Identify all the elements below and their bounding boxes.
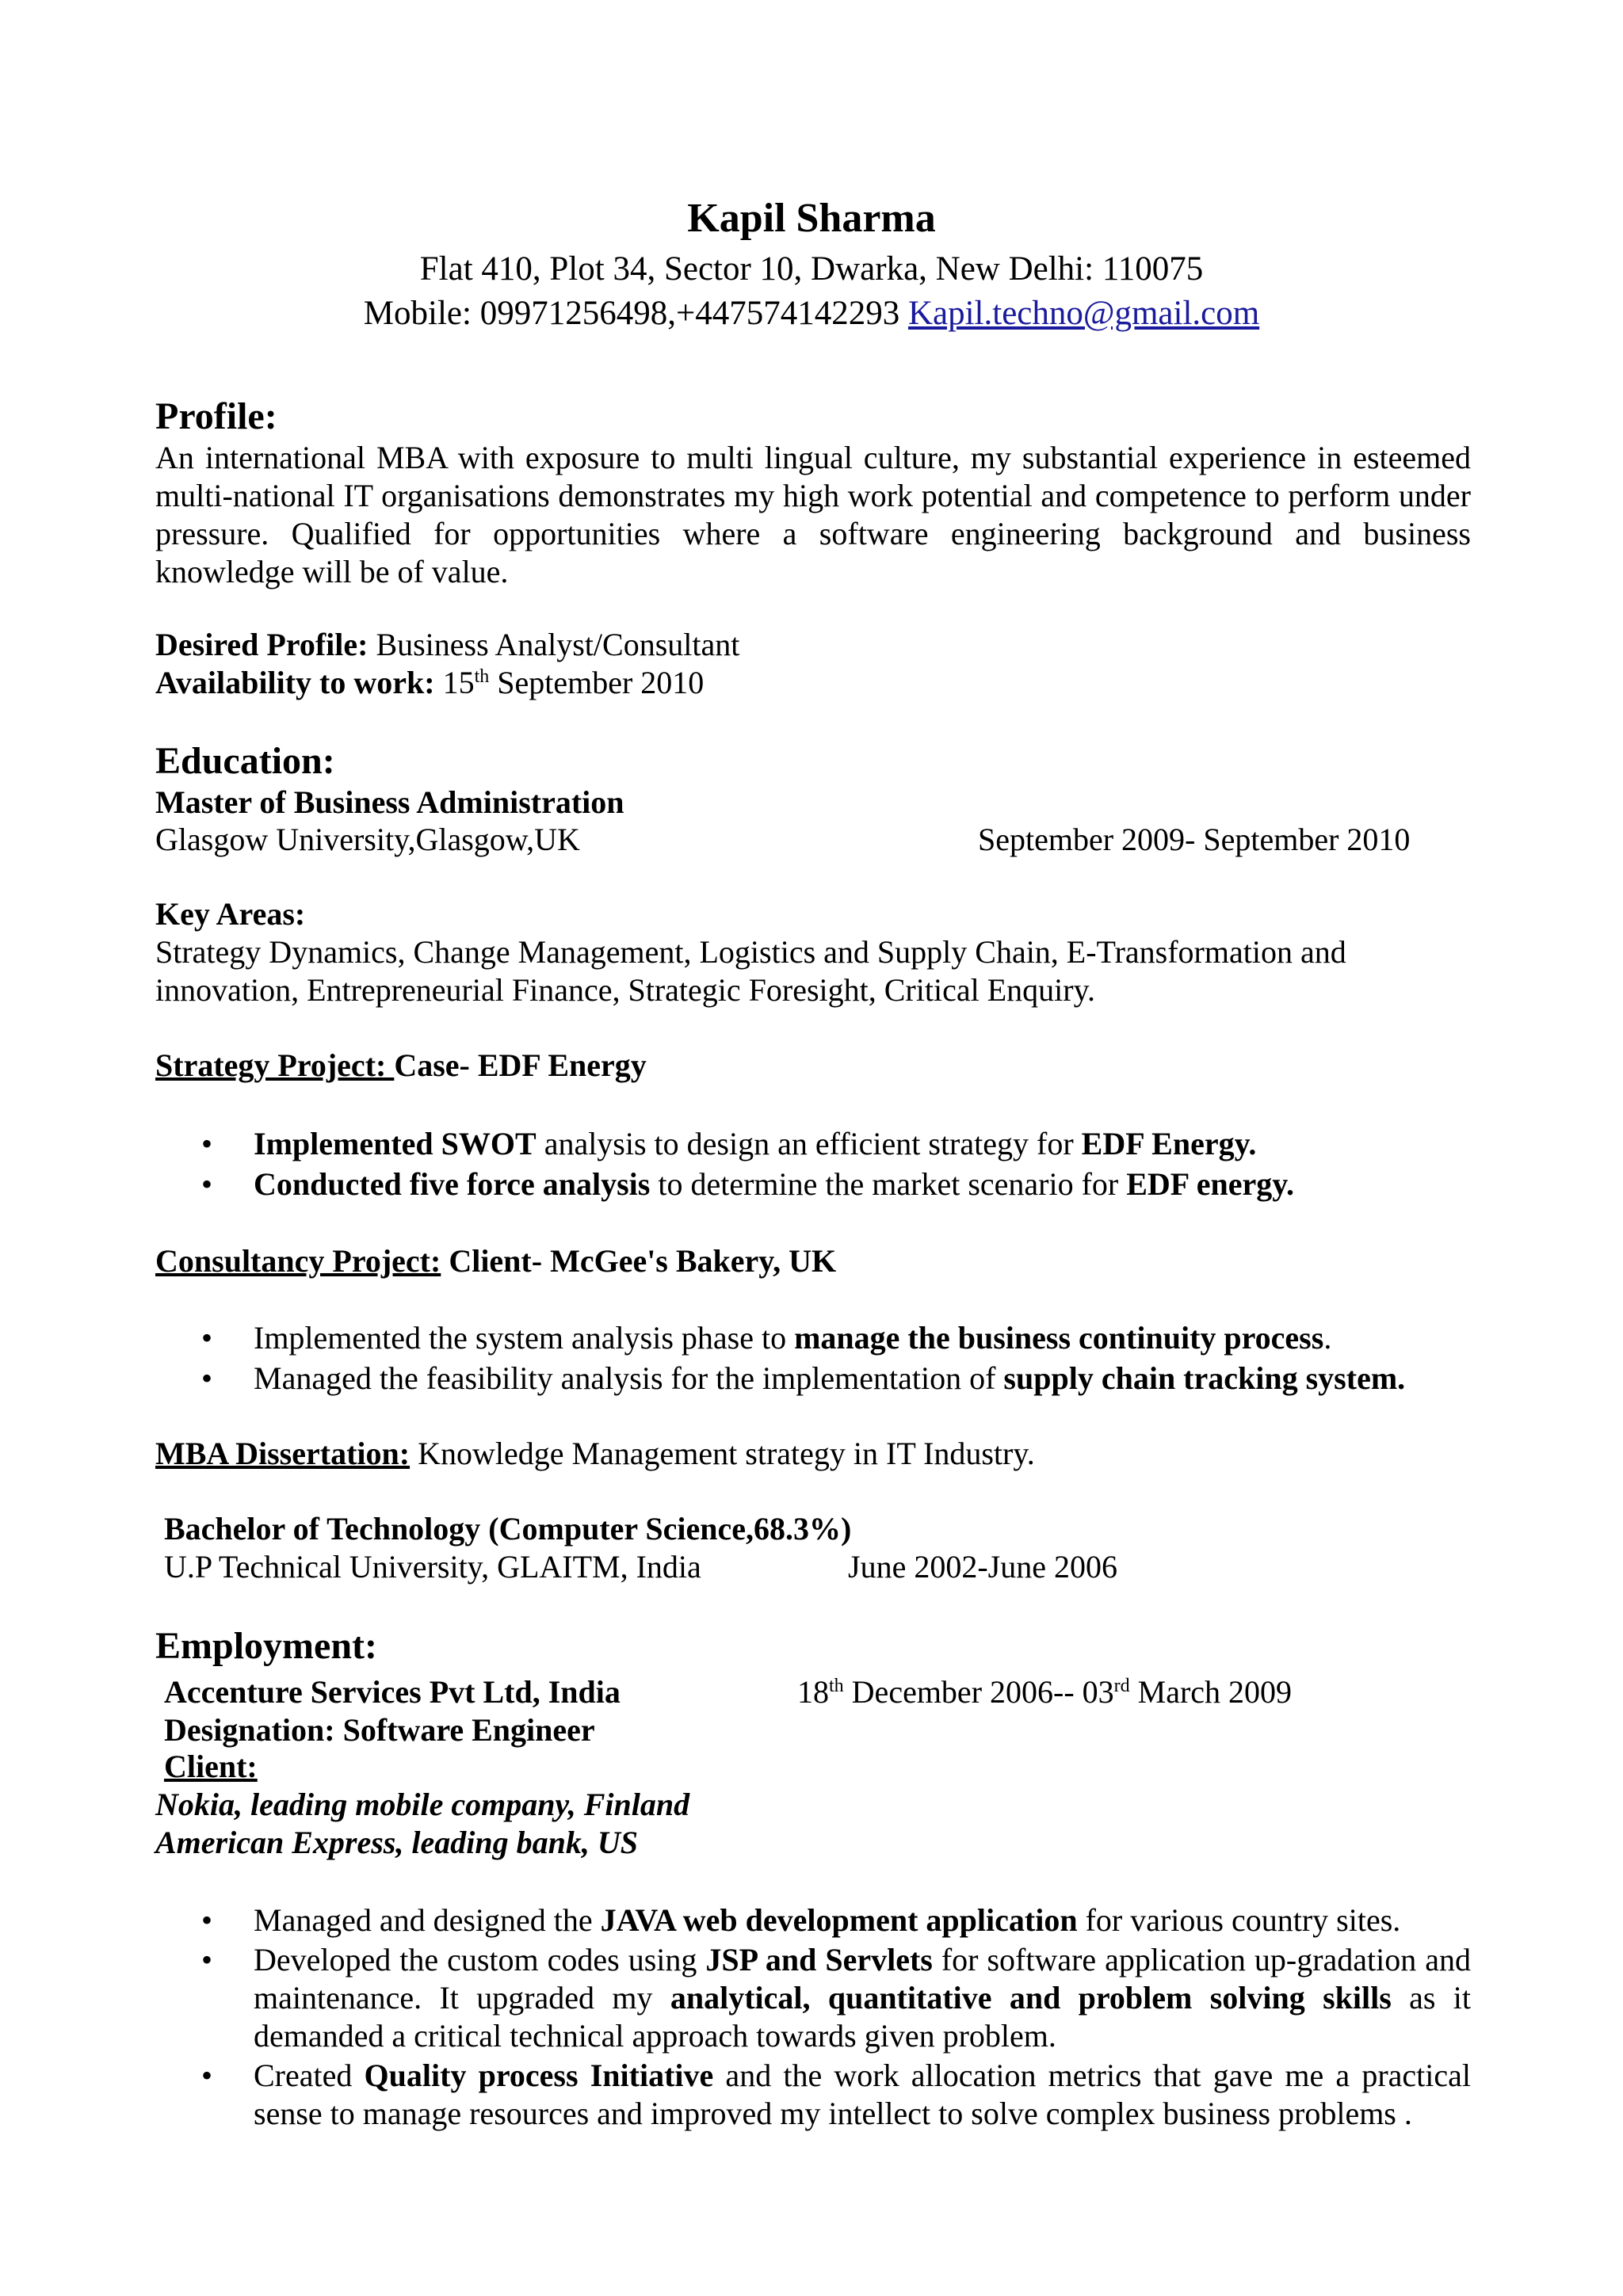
availability-sup: th [474,666,490,687]
list-item: • Implemented SWOT analysis to design an efficient strategy for EDF Energy. [155,1125,1471,1163]
strategy-project-label: Strategy Project: [155,1047,395,1083]
availability-rest: September 2010 [497,665,705,700]
mba-dates: September 2009- September 2010 [978,822,1411,857]
mba-degree: Master of Business Administration [155,784,624,820]
strategy-project-title [155,1047,647,1085]
employment-bullets [155,1901,1471,2134]
list-item: • Implemented the system analysis phase to manage the business continuity process. [155,1319,1471,1357]
list-item: • Created Quality process Initiative and the work allocation metrics that gave me a practical sense to manage resources and improved my intellect to solve complex business problems . [155,2057,1471,2133]
client-nokia: Nokia, leading mobile company, Finland [155,1787,690,1822]
availability-label: Availability to work: [155,665,435,700]
mobile-numbers: Mobile: 09971256498,+447574142293 [363,295,900,332]
dissertation-label: MBA Dissertation: [155,1436,411,1471]
profile-summary: An international MBA with exposure to multi lingual culture, my substantial experience in esteemed multi-national IT organisations demonstrates my high work potential and competence to perform under pressure. Qualified for opportunities where a software engineering background and business knowledge will be of value. [155,440,1471,589]
list-item: • Developed the custom codes using JSP and Servlets for software application up-gradation and maintenance. It upgraded my analytical, quantitative and problem solving skills as it demanded a critical technical approach towards given problem. [155,1941,1471,2055]
list-item: • Managed and designed the JAVA web development application for various country sites. [155,1901,1471,1939]
key-areas-line-1: Strategy Dynamics, Change Management, Logistics and Supply Chain, E-Transformation and [155,934,1346,970]
employment-dates: 18th December 2006-- 03rd March 2009 [797,1674,1293,1710]
btech-degree: Bachelor of Technology (Computer Science,68.3%) [164,1511,852,1547]
strategy-project-bullets [155,1125,1471,1206]
list-item: • Managed the feasibility analysis for the implementation of supply chain tracking system. [155,1360,1471,1398]
candidate-name: Kapil Sharma [687,196,936,241]
client-amex: American Express, leading bank, US [155,1825,638,1860]
btech-dates: June 2002-June 2006 [848,1549,1117,1585]
key-areas-label: Key Areas: [155,896,306,932]
consultancy-project-label: Consultancy Project: [155,1243,441,1279]
address: Flat 410, Plot 34, Sector 10, Dwarka, New Delhi: 110075 [419,250,1204,288]
consultancy-project-client: Client- McGee's Bakery, UK [441,1243,837,1279]
designation: Designation: Software Engineer [164,1712,595,1748]
key-areas-line-2: innovation, Entrepreneurial Finance, Strategic Foresight, Critical Enquiry. [155,972,1095,1008]
desired-profile-value: Business Analyst/Consultant [376,627,740,662]
dissertation-topic: Knowledge Management strategy in IT Industry. [410,1436,1035,1471]
education-heading: Education: [155,740,335,782]
mba-institution: Glasgow University,Glasgow,UK [155,822,580,857]
desired-profile [155,626,739,664]
strategy-project-case: Case- EDF Energy [394,1047,647,1083]
btech-institution: U.P Technical University, GLAITM, India [164,1549,701,1585]
availability-day: 15 [442,665,475,700]
employer-name: Accenture Services Pvt Ltd, India [164,1674,621,1710]
desired-profile-label: Desired Profile: [155,627,369,662]
consultancy-project-title [155,1242,836,1280]
contact-line [0,295,1623,333]
employment-heading: Employment: [155,1625,377,1667]
list-item: • Conducted five force analysis to determine the market scenario for EDF energy. [155,1165,1471,1203]
client-label: Client: [164,1749,258,1784]
email-link[interactable]: Kapil.techno@gmail.com [907,295,1260,332]
mba-dissertation [155,1435,1035,1473]
availability [155,664,704,702]
profile-heading: Profile: [155,395,277,437]
consultancy-project-bullets [155,1319,1471,1400]
